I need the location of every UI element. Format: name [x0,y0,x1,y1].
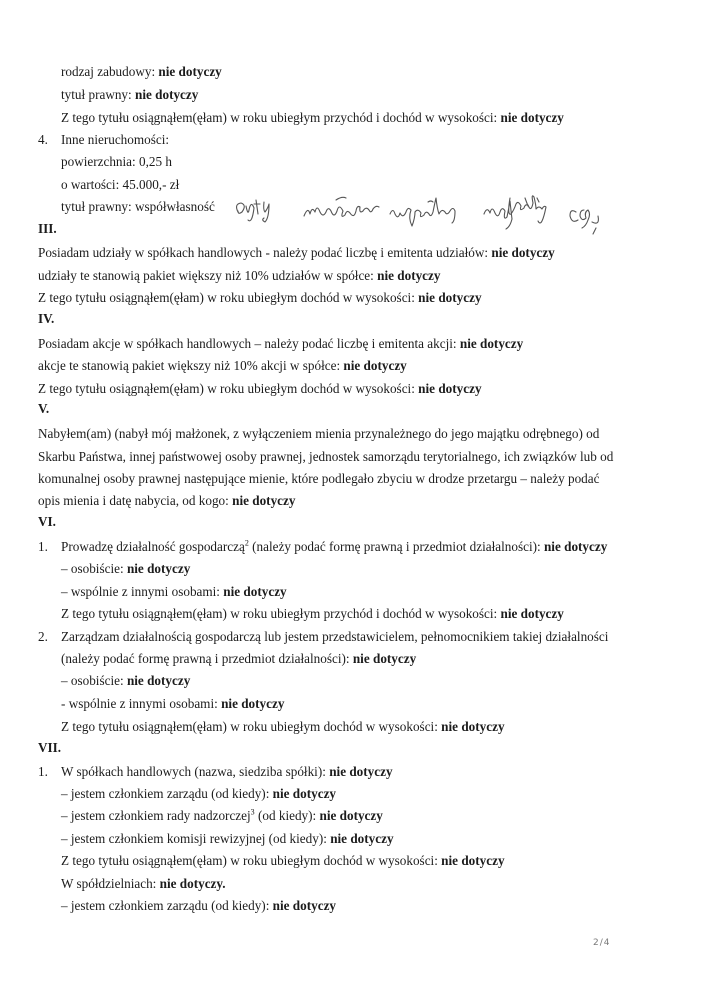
vi-item-2-number: 2. [38,629,48,644]
spolki-dochod-line: Z tego tytułu osiągnąłem(ęłam) w roku ubiegłym dochód w wysokości: nie dotyczy [61,853,505,868]
wspolnie-2-line: - wspólnie z innymi osobami: nie dotyczy [61,696,285,711]
spolki-line: W spółkach handlowych (nazwa, siedziba spółki): nie dotyczy [61,764,393,779]
udzialy-line: Posiadam udziały w spółkach handlowych - należy podać liczbę i emitenta udziałów: nie dotyczy [38,245,555,260]
section-iii-heading: III. [38,221,57,236]
akcje-pakiet-line: akcje te stanowią pakiet większy niż 10% akcji w spółce: nie dotyczy [38,358,407,373]
akcje-line: Posiadam akcje w spółkach handlowych – należy podać liczbę i emitenta akcji: nie dotyczy [38,336,524,351]
section-v-heading: V. [38,401,50,416]
osobiscie-line: – osobiście: nie dotyczy [61,561,191,576]
tytul-wspolwlasnosc-line: tytuł prawny: współwłasność [61,199,215,214]
udzialy-dochod-line: Z tego tytułu osiągnąłem(ęłam) w roku ubiegłym dochód w wysokości: nie dotyczy [38,290,482,305]
vii-item-1-number: 1. [38,764,48,779]
przychod-line: Z tego tytułu osiągnąłem(ęłam) w roku ubiegłym przychód i dochód w wysokości: nie dotyczy [61,110,564,125]
wspolnie-line: – wspólnie z innymi osobami: nie dotyczy [61,584,287,599]
zarzadzam-line: Zarządzam działalnością gospodarczą lub jestem przedstawicielem, pełnomocnikiem takiej działalności [61,629,609,644]
item-4-number: 4. [38,132,48,147]
section-iv-heading: IV. [38,311,55,326]
zarzad-2-line: – jestem członkiem zarządu (od kiedy): nie dotyczy [61,898,337,913]
tytul-prawny-line: tytuł prawny: nie dotyczy [61,87,199,102]
section-vii-heading: VII. [38,740,62,755]
section-vi-heading: VI. [38,514,56,529]
rodzaj-zabudowy-line: rodzaj zabudowy: nie dotyczy [61,64,222,79]
dzialalnosc-przychod-line: Z tego tytułu osiągnąłem(ęłam) w roku ubiegłym przychód i dochód w wysokości: nie dotyczy [61,606,564,621]
rada-nadzorcza-line: – jestem członkiem rady nadzorczej$^3$ (od kiedy): nie dotyczy [61,807,383,823]
nabycie-line-4: opis mienia i datę nabycia, od kogo: nie dotyczy [38,493,296,508]
wartosc-line: o wartości: 45.000,- zł [61,177,180,192]
nabycie-line-2: Skarbu Państwa, innej państwowej osoby prawnej, jednostek samorządu terytorialnego, ich związków lub od [38,449,614,464]
zarzadzam-dochod-line: Z tego tytułu osiągnąłem(ęłam) w roku ubiegłym dochód w wysokości: nie dotyczy [61,719,505,734]
item-4-title: Inne nieruchomości: [61,132,170,147]
dzialalnosc-line: Prowadzę działalność gospodarczą$^2$ (należy podać formę prawną i przedmiot działalności): nie dotyczy [61,538,608,554]
powierzchnia-line: powierzchnia: 0,25 h [61,154,172,169]
zarzad-line: – jestem członkiem zarządu (od kiedy): nie dotyczy [61,786,337,801]
page-number: 2/4 [593,938,611,948]
vi-item-1-number: 1. [38,539,48,554]
zarzadzam-forma-line: (należy podać formę prawną i przedmiot działalności): nie dotyczy [61,651,417,666]
nabycie-line-1: Nabyłem(am) (nabył mój małżonek, z wyłączeniem mienia przynależnego do jego majątku odrębnego) od [38,426,600,441]
nabycie-line-3: komunalnej osoby prawnej następujące mienie, które podlegało zbyciu w drodze przetargu – należy podać [38,471,600,486]
akcje-dochod-line: Z tego tytułu osiągnąłem(ęłam) w roku ubiegłym dochód w wysokości: nie dotyczy [38,381,482,396]
komisja-line: – jestem członkiem komisji rewizyjnej (od kiedy): nie dotyczy [61,831,394,846]
spoldzielnie-line: W spółdzielniach: nie dotyczy. [61,876,226,891]
udzialy-pakiet-line: udziały te stanowią pakiet większy niż 10% udziałów w spółce: nie dotyczy [38,268,441,283]
osobiscie-2-line: – osobiście: nie dotyczy [61,673,191,688]
